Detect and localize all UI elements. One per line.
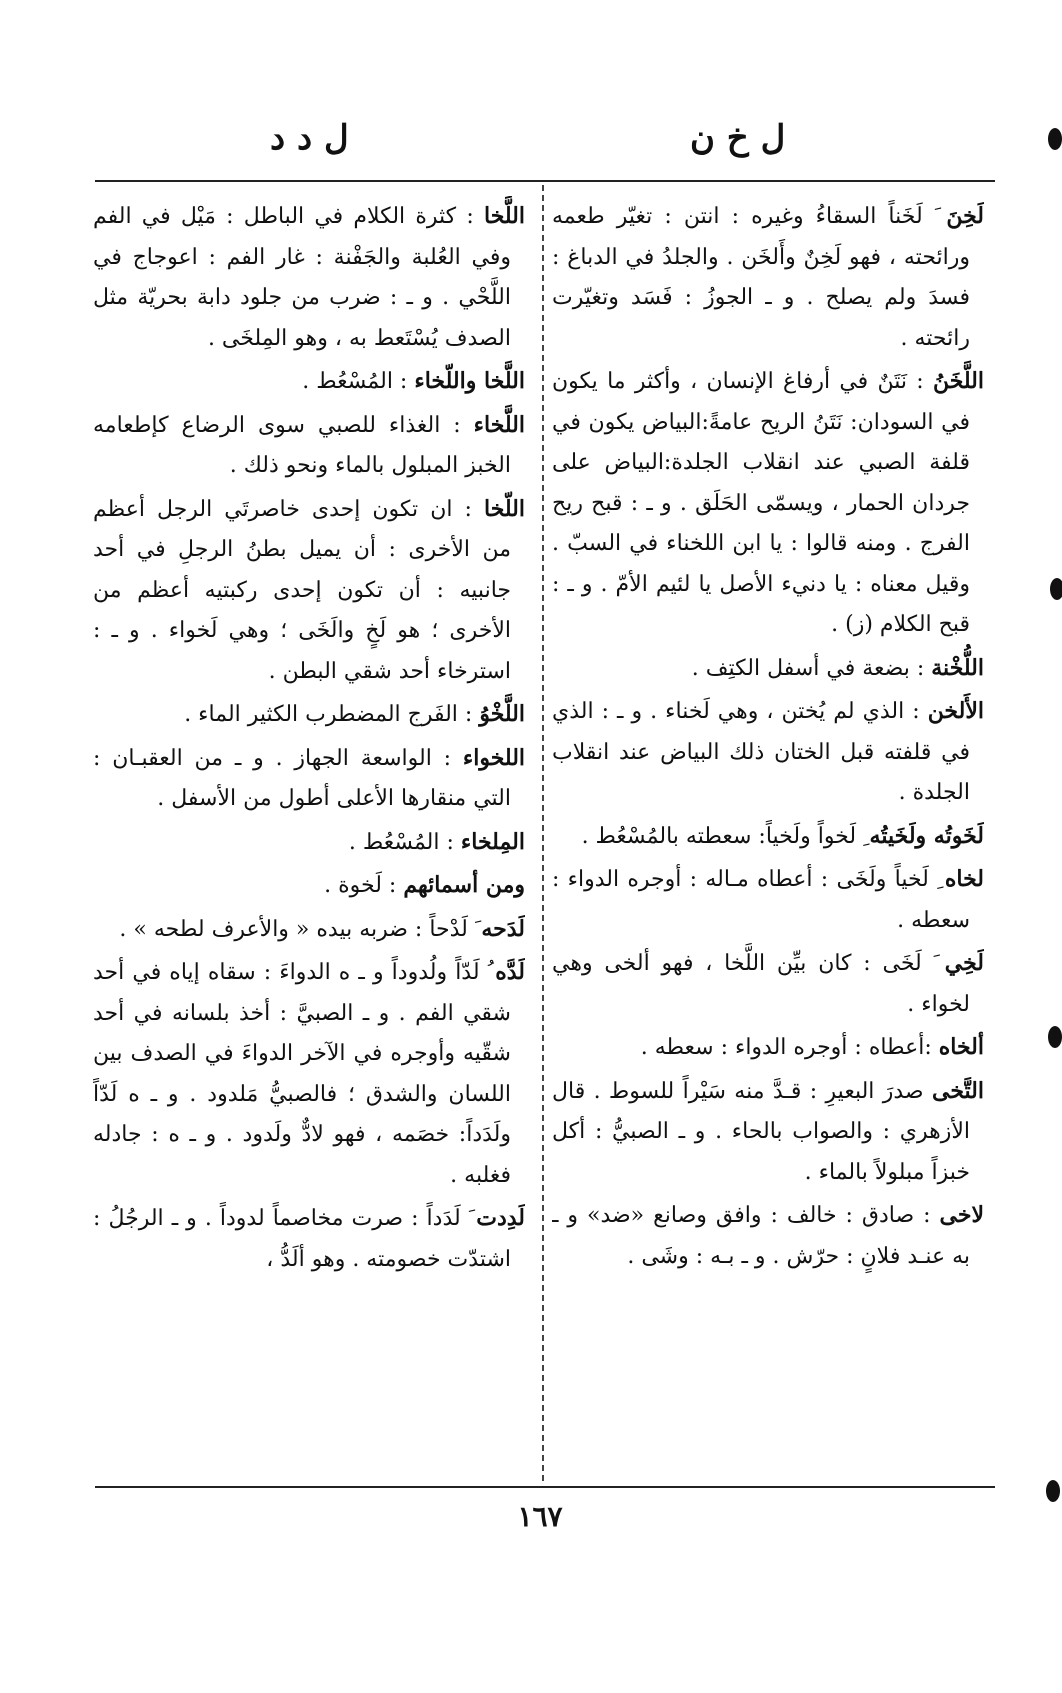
dictionary-entry xyxy=(93,909,525,951)
entry-headword: اللُّخْنة xyxy=(931,654,984,681)
dictionary-entry xyxy=(552,648,984,690)
entry-definition: : الواسعة الجهاز . و ـ من العقبـان : التي منقارها الأعلى أطول من الأسفل . xyxy=(93,745,511,811)
dictionary-entry xyxy=(552,859,984,941)
left-header-root: ل د د xyxy=(270,118,349,158)
entry-definition: : الذي لم يُختن ، وهي لَخناء . و ـ : الذي في قلفته قبل الختان ذلك البياض عند انقلاب الجلدة . xyxy=(552,699,970,805)
dictionary-entry xyxy=(93,361,525,403)
entry-headword: لاخى xyxy=(939,1202,984,1228)
entry-definition: َ لَخَناً السقاءُ وغيره : انتن : تغيّر طعمه ورائحته ، فهو لَخِنٌ وأَلخَن . والجلدُ في الدباغ : فسدَ ولم يصلح . و ـ الجوزُ : فَسَد وتغيّرت رائحته . xyxy=(552,204,970,351)
entry-headword: ألخاه xyxy=(938,1034,984,1060)
dictionary-entry xyxy=(93,865,525,907)
dictionary-entry xyxy=(552,361,984,646)
entry-definition: :أعطاه : أوجره الدواء : سعطه . xyxy=(640,1035,932,1060)
entry-headword: لَدَّه xyxy=(495,959,525,985)
dictionary-entry xyxy=(552,943,984,1025)
entry-headword: لَخِي xyxy=(944,950,984,976)
dictionary-entry xyxy=(93,738,525,820)
entry-headword: التَّخى xyxy=(932,1077,984,1104)
entry-definition: : لَخوة . xyxy=(324,873,397,898)
entry-definition: َ لَدَداً : صرت مخاصماً لدوداً . و ـ الرجُلُ : اشتدّت خصومته . وهو ألَدُّ ، xyxy=(93,1206,511,1272)
entry-definition: : نَتَنٌ في أرفاغ الإنسان ، وأكثر ما يكون في السودان: نَتَنُ الريح عامةً:البياض يكون في قلفة الصبي عند انقلاب الجلدة:البياض على جردان الحمار ، ويسمّى الحَلَق . و ـ : قبح ريح الفرج . ومنه قالوا : يا ابن اللخناء في السبّ . وقيل معناه : يا دنيء الأصل يا لئيم الأمّ . و ـ : قبح الكلام (ز) . xyxy=(552,369,970,637)
entry-headword: اللَّخْوُ xyxy=(479,701,525,727)
entry-headword: لَخَوتُه ولَخَيتُه xyxy=(869,822,984,849)
entry-definition: : المُسْعُط . xyxy=(348,829,454,855)
dictionary-entry xyxy=(93,196,525,359)
entry-headword: لَخِنَ xyxy=(946,203,984,229)
entry-headword: الأَلخن xyxy=(927,698,984,724)
dictionary-entry xyxy=(552,196,984,359)
scan-mark xyxy=(1048,128,1062,150)
entry-headword: اللَّخَنُ xyxy=(932,368,984,394)
entry-definition: صدرَ البعيرِ : قـدَّ منه سَيْراً للسوط . قال الأزهري : والصواب بالحاء . و ـ الصبيُّ : أكل خبزاً مبلولاً بالماء . xyxy=(552,1078,970,1185)
entry-definition: ِ لَخواً ولَخياً: سعطته بالمُسْعُط . xyxy=(581,823,864,849)
dictionary-entry xyxy=(93,489,525,693)
scan-mark xyxy=(1046,1480,1060,1502)
dictionary-entry xyxy=(552,1071,984,1194)
entry-headword: ومن أسمائهم xyxy=(403,872,525,898)
entry-definition: : كثرة الكلام في الباطل : مَيْل في الفم وفي العُلبة والجَفْنة : غار الفم : اعوجاج في اللَّحْي . و ـ : ضرب من جلود دابة بحريّة مثل الصدف يُسْتَعط به ، وهو المِلخَى . xyxy=(93,204,511,351)
scan-mark xyxy=(1048,1026,1062,1048)
entry-definition: : ان تكون إحدى خاصرتَي الرجل أعظم من الأخرى : أن يميل بطنُ الرجلِ في أحد جانبيه : أن تكون إحدى ركبتيه أعظم من الأخرى ؛ هو لَخٍ والَخَى ؛ وهي لَخواء . و ـ : استرخاء أحد شقي البطن . xyxy=(93,496,511,684)
dictionary-entry xyxy=(93,1198,525,1280)
dictionary-entry xyxy=(93,405,525,487)
entry-headword: لخاه xyxy=(944,866,984,892)
dictionary-entry xyxy=(93,694,525,736)
entry-definition: : المُسْعُط . xyxy=(302,369,408,394)
dictionary-entry xyxy=(552,816,984,858)
entry-definition: ُ لَدّاً ولُدوداً و ـ ه الدواءَ : سقاه إياه في أحد شقي الفم . و ـ الصبيَّ : أخذ بلسانه في أحد شقّيه وأوجره في الآخر الدواءَ في الصدف بين اللسان والشدق ؛ فالصبيُّ مَلدود . و ـ ه لَدّاً ولَدَداً: خصَمه ، فهو لادٌّ ولَدود . و ـ ه : جادله فغلبه . xyxy=(93,960,511,1188)
left-column xyxy=(93,196,525,1476)
entry-headword: لَدَحه xyxy=(481,915,525,942)
dictionary-entry xyxy=(552,1027,984,1069)
top-rule xyxy=(95,180,995,182)
entry-headword: اللَّخا واللّخاء xyxy=(414,368,525,394)
entry-definition: : الغذاء للصبي سوى الرضاع كإطعامه الخبز المبلول بالماء ونحو ذلك . xyxy=(93,412,511,478)
entry-definition: َ لَدْحاً : ضربه بيده « والأعرف لطحه » . xyxy=(119,916,475,942)
entry-definition: : الفَرج المضطرب الكثير الماء . xyxy=(184,702,473,727)
right-column xyxy=(552,196,984,1476)
entry-headword: اللخواء xyxy=(462,744,525,771)
bottom-rule xyxy=(95,1486,995,1488)
entry-definition: : صادق : خالف : وافق وصانع «ضد» و ـ به عنـد فلانٍ : حرّش . و ـ بـه : وشَى . xyxy=(552,1203,970,1269)
column-divider xyxy=(542,185,544,1481)
scan-mark xyxy=(1050,578,1062,600)
entry-headword: لَدِدت xyxy=(476,1205,525,1231)
page-number: ١٦٧ xyxy=(517,1500,563,1533)
dictionary-entry xyxy=(552,691,984,814)
dictionary-entry xyxy=(93,952,525,1196)
entry-headword: اللَّخاء xyxy=(473,411,525,438)
dictionary-entry xyxy=(552,1195,984,1277)
right-header-root: ل خ ن xyxy=(690,118,786,158)
entry-definition: : بضعة في أسفل الكتِف . xyxy=(691,655,925,681)
dictionary-entry xyxy=(93,822,525,864)
entry-headword: اللَّخا xyxy=(483,203,525,229)
entry-definition: َ لَخَى : كان بيِّن اللَّخا ، فهو ألخى وهي لخواء . xyxy=(552,951,970,1017)
entry-headword: المِلخاء xyxy=(460,828,525,855)
entry-headword: اللّخا xyxy=(483,495,525,522)
entry-definition: ِ لَخياً ولَخَى : أعطاه مـاله : أوجره الدواء : سعطه . xyxy=(552,867,970,933)
